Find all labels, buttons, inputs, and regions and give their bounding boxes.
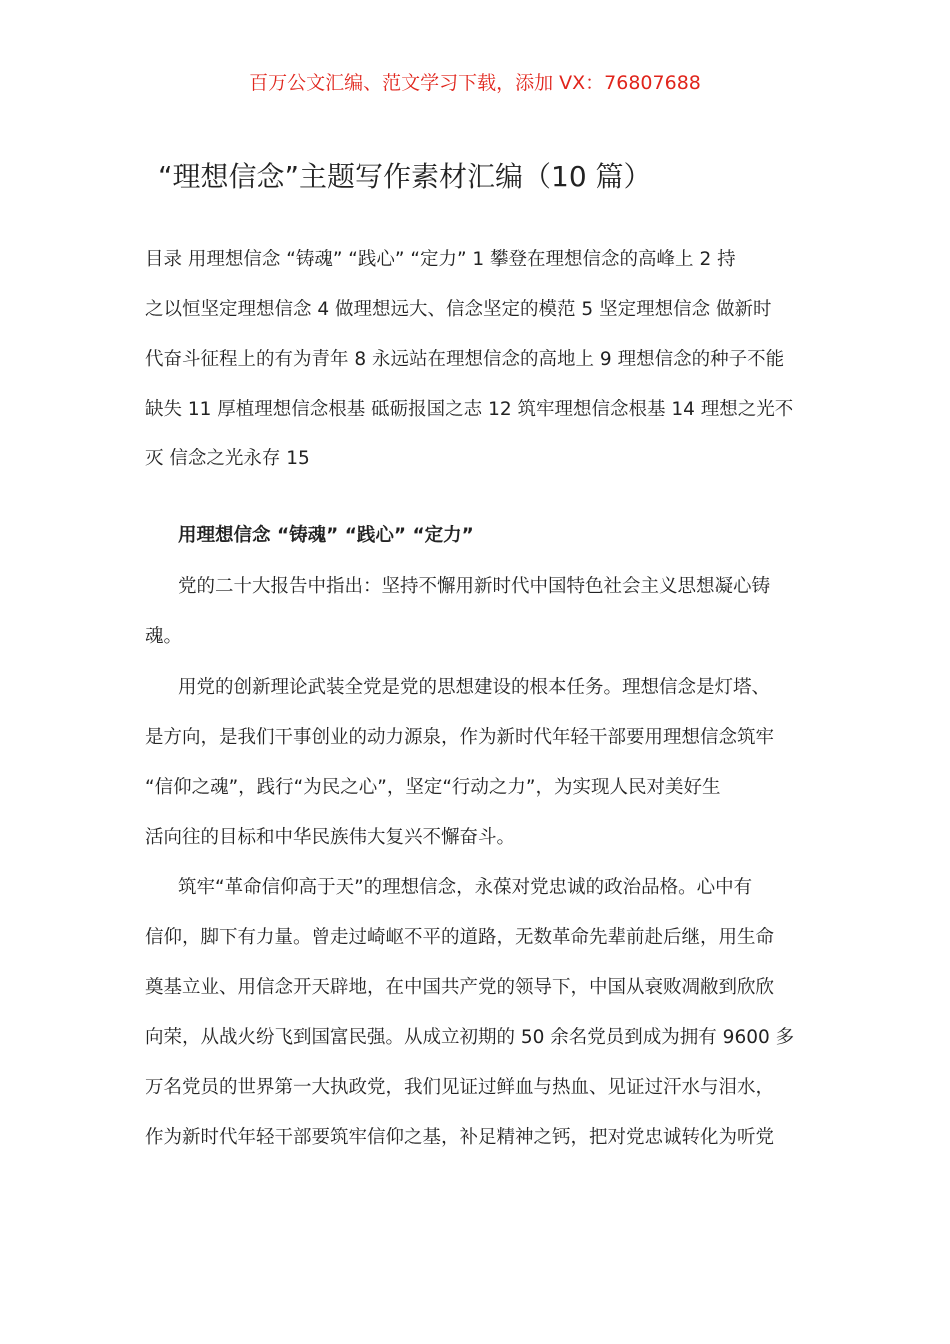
document-title: “理想信念”主题写作素材汇编（10 篇） (158, 160, 652, 193)
toc-line: 代奋斗征程上的有为青年 8 永远站在理想信念的高地上 9 理想信念的种子不能 (145, 349, 785, 370)
paragraph-line: 筑牢“革命信仰高于天”的理想信念，永葆对党忠诚的政治品格。心中有 (178, 877, 753, 898)
paragraph-line: 魂。 (145, 626, 183, 647)
paragraph-line: 奠基立业、用信念开天辟地，在中国共产党的领导下，中国从衰败凋敝到欣欣 (145, 977, 775, 998)
paragraph-line: “信仰之魂”，践行“为民之心”，坚定“行动之力”，为实现人民对美好生 (145, 777, 721, 798)
toc-line: 之以恒坚定理想信念 4 做理想远大、信念坚定的模范 5 坚定理想信念 做新时 (145, 299, 772, 320)
section-heading: 用理想信念 “铸魂” “践心” “定力” (178, 525, 474, 546)
paragraph-line: 用党的创新理论武装全党是党的思想建设的根本任务。理想信念是灯塔、 (178, 677, 771, 698)
toc-line: 目录 用理想信念 “铸魂” “践心” “定力” 1 攀登在理想信念的高峰上 2 持 (145, 249, 736, 270)
paragraph-line: 作为新时代年轻干部要筑牢信仰之基，补足精神之钙，把对党忠诚转化为听党 (145, 1127, 775, 1148)
paragraph-line: 信仰，脚下有力量。曾走过崎岖不平的道路，无数革命先辈前赴后继，用生命 (145, 927, 775, 948)
toc-line: 灭 信念之光永存 15 (145, 448, 310, 469)
paragraph-line: 万名党员的世界第一大执政党，我们见证过鲜血与热血、见证过汗水与泪水， (145, 1077, 775, 1098)
toc-line: 缺失 11 厚植理想信念根基 砥砺报国之志 12 筑牢理想信念根基 14 理想之光不 (145, 399, 794, 420)
paragraph-line: 党的二十大报告中指出：坚持不懈用新时代中国特色社会主义思想凝心铸 (178, 576, 771, 597)
paragraph-line: 是方向，是我们干事创业的动力源泉，作为新时代年轻干部要用理想信念筑牢 (145, 727, 775, 748)
paragraph-line: 活向往的目标和中华民族伟大复兴不懈奋斗。 (145, 827, 516, 848)
promo-header: 百万公文汇编、范文学习下载，添加 VX：76807688 (249, 72, 701, 94)
paragraph-line: 向荣，从战火纷飞到国富民强。从成立初期的 50 余名党员到成为拥有 9600 多 (145, 1027, 795, 1048)
